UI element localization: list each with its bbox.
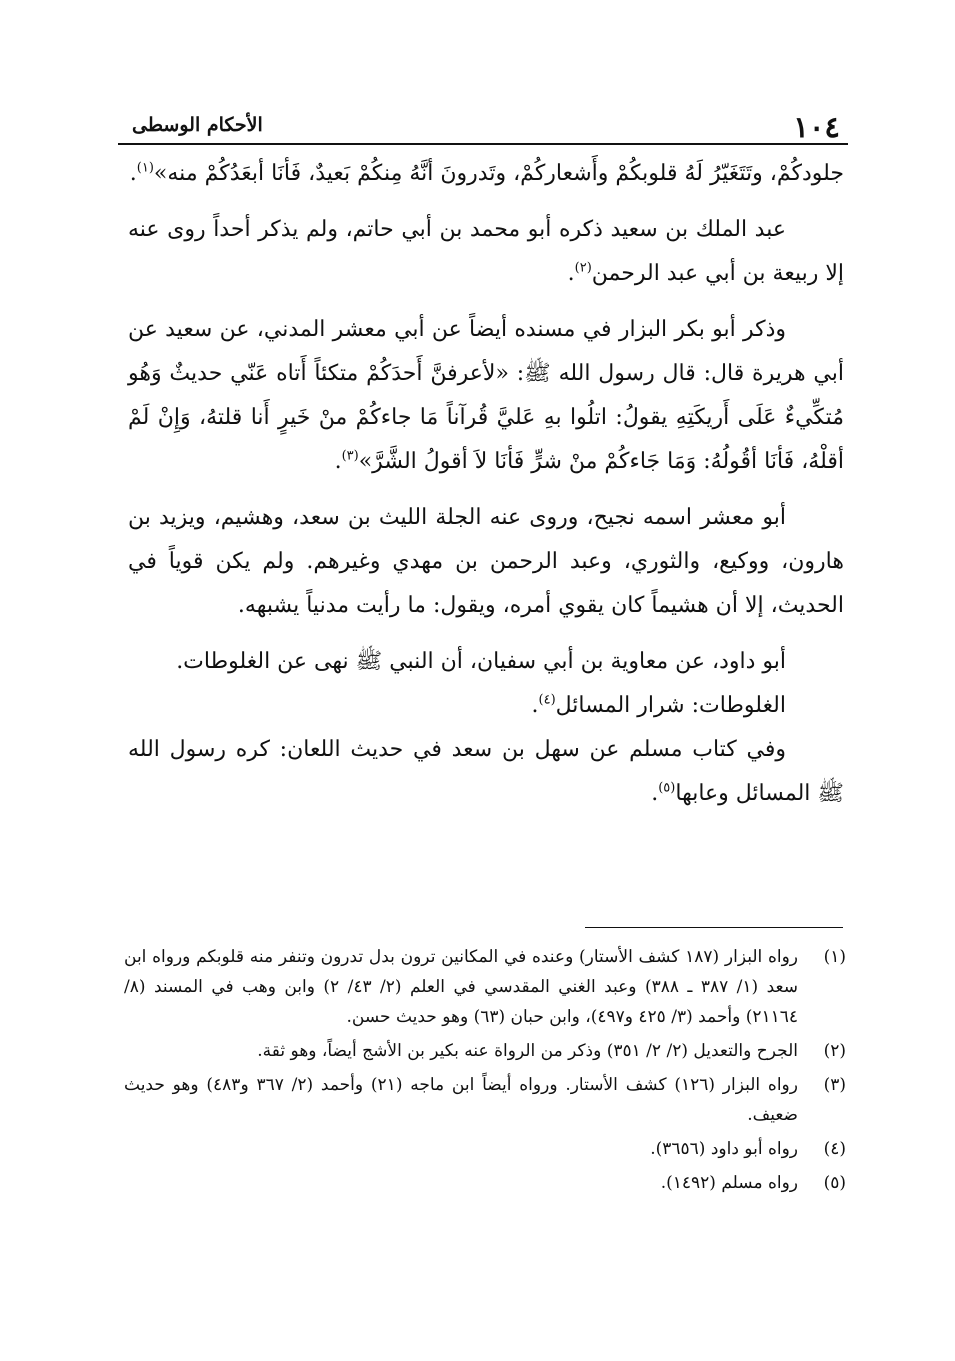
paragraph-text: وذكر أبو بكر البزار في مسنده أيضاً عن أبي معشر المدني، عن سعيد عن أبي هريرة قال: قال رسول الله ﷺ: «لأعرفنَّ أَحدَكُمْ متكئاً أَتاه عَنّي حديثٌ وَهُو مُتكِّيءٌ عَلَى أَريكَتِهِ يقولُ: اتلُوا بهِ عَليَّ قُرآناً مَا جاءكُمْ منْ خَيرٍ أَنا قلتهُ، وَإِنْ لَمْ أقلْهُ، فَأنَا أقُولُهُ: وَمَا جَاءكُمْ منْ شرٍّ فَأنَا لاَ أقولُ الشَّرَّ»: [128, 317, 844, 474]
page-header: [118, 106, 848, 146]
footnote-ref: (٥): [658, 780, 676, 796]
footnote-5: [124, 1168, 846, 1198]
page-number: ١٠٤: [793, 110, 840, 144]
paragraph-text: وفي كتاب مسلم عن سهل بن سعد في حديث اللعان: كره رسول الله ﷺ المسائل وعابها: [128, 737, 844, 806]
paragraph-text: الغلوطات: شرار المسائل: [555, 693, 786, 718]
footnote-ref: (٤): [538, 692, 556, 708]
footnote-ref: (٢): [574, 260, 592, 276]
footnote-text: رواه البزار (١٨٧ كشف الأستار) وعنده في المكانين ترون بدل تدرون وتنفر منه قلوبكم ورواه ابن سعد (١/ ٣٨٧ ـ ٣٨٨) وعبد الغني المقدسي في العلم (٢/ ٤٣/ ٢) وابن وهب في المسند (٨/ ٢١١٦٤) وأحمد (٣/ ٤٢٥ و٤٩٧)، وابن حبان (٦٣) وهو حديث حسن.: [124, 947, 798, 1027]
paragraph-end: .: [567, 261, 575, 286]
paragraph-text: جلودكُمْ، وتَتَغَيّرُ لَهُ قلوبكُمْ وأَشعاركُمْ، وتَدرونَ أنَّهُ مِنكُمْ بَعيدٌ، فَأنَا أبعَدُكُمْ منه»: [153, 161, 844, 186]
footnotes: [124, 942, 846, 1202]
paragraph-end: .: [651, 781, 659, 806]
paragraph-4: [128, 496, 844, 628]
footnote-separator: [585, 927, 843, 928]
paragraph-end: .: [129, 161, 137, 186]
footnote-3: [124, 1070, 846, 1130]
footnote-text: رواه البزار (١٢٦) كشف الأستار. ورواه أيضاً ابن ماجه (٢١) وأحمد (٢/ ٣٦٧ و٤٨٣) وهو حديث ضعيف.: [124, 1075, 798, 1125]
footnote-text: الجرح والتعديل (٢/ ٢/ ٣٥١) وذكر من الرواة عنه بكير بن الأشج أيضاً، وهو ثقة.: [257, 1041, 798, 1061]
footnote-1: [124, 942, 846, 1032]
paragraph-end: .: [334, 449, 342, 474]
paragraph-text: أبو داود، عن معاوية بن أبي سفيان، أن النبي ﷺ نهى عن الغلوطات.: [176, 649, 786, 674]
paragraph-text: عبد الملك بن سعيد ذكره أبو محمد بن أبي حاتم، ولم يذكر أحداً روى عنه إلا ربيعة بن أبي عبد الرحمن: [128, 217, 844, 286]
paragraph-5: [128, 640, 844, 684]
footnote-4: [124, 1134, 846, 1164]
footnote-text: رواه مسلم (١٤٩٢).: [660, 1173, 798, 1193]
paragraph-7: [128, 728, 844, 816]
footnote-text: رواه أبو داود (٣٦٥٦).: [650, 1139, 798, 1159]
footnote-ref: (٣): [341, 448, 359, 464]
footnote-number: (١): [823, 947, 846, 967]
footnote-2: [124, 1036, 846, 1066]
footnote-number: (٤): [823, 1139, 846, 1159]
footnote-ref: (١): [136, 160, 154, 176]
footnote-number: (٣): [823, 1075, 846, 1095]
paragraph-3: [128, 308, 844, 484]
footnote-number: (٢): [823, 1041, 846, 1061]
main-text: [128, 152, 844, 828]
paragraph-1: [128, 152, 844, 196]
paragraph-text: أبو معشر اسمه نجيح، وروى عنه الجلة الليث بن سعد، وهشيم، ويزيد بن هارون، ووكيع، والثوري، وعبد الرحمن بن مهدي وغيرهم. ولم يكن قوياً في الحديث، إلا أن هشيماً كان يقوي أمره، ويقول: ما رأيت مدنياً يشبهه.: [128, 505, 844, 618]
paragraph-6: [128, 684, 844, 728]
book-title: الأحكام الوسطى: [132, 114, 263, 136]
header-rule: [118, 143, 848, 145]
paragraph-end: .: [531, 693, 539, 718]
paragraph-2: [128, 208, 844, 296]
footnote-number: (٥): [823, 1173, 846, 1193]
